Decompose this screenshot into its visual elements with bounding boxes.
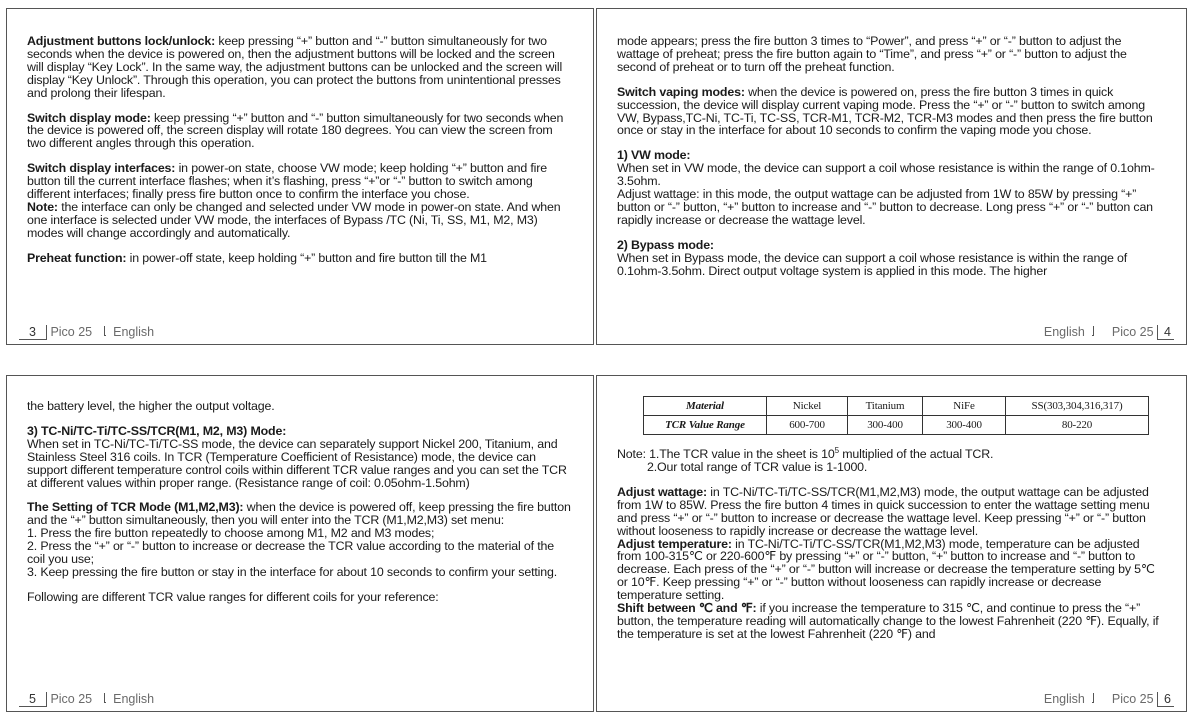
page-number: 6 bbox=[1157, 692, 1174, 707]
tcr-table bbox=[643, 396, 1149, 435]
footer-product: Pico 25 bbox=[1111, 325, 1154, 339]
footer-divider bbox=[104, 326, 106, 336]
text-vw-adjust: Adjust wattage: in this mode, the output wattage can be adjusted from 1W to 85W by pressing “+” button or “-” button, “+” button to increase and “-” button to decrease. Long press “+” or “-” button can rapidly increase or decrease the wattage level. bbox=[617, 187, 1153, 227]
table-header-cell: NiFe bbox=[923, 397, 1006, 416]
text-adjust-temperature: in TC-Ni/TC-Ti/TC-SS/TCR(M1,M2,M3) mode, temperature can be adjusted from 100-315℃ or 220-600℉ by pressing “+” or “-” button, “+” button to increase and “-” button to decrease. Each press of the “+” or “-” button will increase or decrease the temperature setting by 5℃ or 10℉. Keep pressing “+” or “-” button without looseness can rapidly increase or decrease temperature setting. bbox=[617, 536, 1155, 603]
page-content bbox=[617, 35, 1164, 278]
text-switch-vaping: when the device is powered on, press the fire button 3 times in quick succession, the device will display current vaping mode. Press the “+” or “-” button to switch among VW, Bypass,TC-Ni, TC-Ti, TC-SS, TCR-M1, TCR-M2, TCR-M3 modes and then press the fire button once or stay in the interface for about 10 seconds to confirm the vaping mode you chose. bbox=[617, 84, 1153, 138]
heading-note: Note: bbox=[27, 199, 58, 214]
table-cell: 300-400 bbox=[923, 416, 1006, 435]
note-line-1-end: multiplied of the actual TCR. bbox=[838, 447, 994, 462]
text-shift-units: if you increase the temperature to 315 ℃, and continue to press the “+” button, the temperature reading will automatically change to the lowest Fahrenheit (220 ℉). Equally, if the temperature is set at the lowest Fahrenheit (220 ℉) and bbox=[617, 601, 1159, 641]
paragraph-preheat bbox=[27, 252, 573, 265]
page-number: 3 bbox=[19, 325, 47, 340]
text-note: the interface can only be changed and selected under VW mode in power-on state. And when one interface is selected under VW mode, the interfaces of Bypass /TC (Ni, Ti, SS, M1, M2, M3) modes will change accordingly and automatically. bbox=[27, 199, 561, 240]
footer-product: Pico 25 bbox=[1111, 692, 1154, 706]
paragraph-switch-vaping bbox=[617, 86, 1164, 138]
table-cell: 300-400 bbox=[848, 416, 923, 435]
heading-switch-vaping: Switch vaping modes: bbox=[617, 84, 745, 99]
heading-adjustment-lock: Adjustment buttons lock/unlock: bbox=[27, 34, 216, 48]
text-adjust-wattage: in TC-Ni/TC-Ti/TC-SS/TCR(M1,M2,M3) mode, the output wattage can be adjusted from 1W to 85W. Press the fire button 4 times in quick succession to enter the wattage setting menu and press “+” or “-” button to increase or decrease the wattage level. Keep pressing “+” or “-” button without looseness to rapidly increase or decrease the wattage level. bbox=[617, 484, 1150, 538]
step-2: 2. Press the “+” or “-” button to increase or decrease the TCR value according to the material of the coil you use; bbox=[27, 539, 554, 567]
paragraph-tcr-setting bbox=[27, 501, 573, 527]
text-bypass: When set in Bypass mode, the device can support a coil whose resistance is within the range of 0.1ohm-3.5ohm. Direct output voltage system is applied in this mode. The higher bbox=[617, 250, 1128, 278]
table-header-cell: Nickel bbox=[767, 397, 848, 416]
paragraph-switch-interfaces bbox=[27, 162, 573, 201]
heading-switch-display: Switch display mode: bbox=[27, 110, 151, 125]
page-content bbox=[617, 396, 1164, 641]
paragraph-switch-display bbox=[27, 112, 573, 151]
paragraph-shift-units bbox=[617, 602, 1164, 641]
manual-page-5 bbox=[6, 375, 594, 712]
text-adjustment-lock: keep pressing “+” button and “-” button simultaneously for two seconds when the device is powered on, then the adjustment buttons will be locked and the screen will display “Key Lock”. In the same way, the adjustment buttons can be unlocked and the screen will display “Key Unlock”. Through this operation, you can protect the buttons from unintentional presses and prolong their lifespan. bbox=[27, 34, 563, 100]
text-preheat: in power-off state, keep holding “+” button and fire button till the M1 bbox=[126, 250, 487, 265]
paragraph-preheat-continued: mode appears; press the fire button 3 times to “Power”, and press “+” or “-” button to adjust the wattage of preheat; press the fire button again to “Time”, and press “+” or “-” button to adjust the second of preheat or to turn off the preheat function. bbox=[617, 34, 1127, 74]
manual-page-6 bbox=[596, 375, 1187, 712]
page-number: 4 bbox=[1157, 325, 1174, 340]
paragraph-adjust-temperature bbox=[617, 538, 1164, 603]
page-content bbox=[27, 400, 573, 616]
table-cell: 80-220 bbox=[1006, 416, 1149, 435]
vw-mode-title: 1) VW mode: bbox=[617, 148, 691, 163]
heading-preheat: Preheat function: bbox=[27, 250, 127, 265]
text-tcr-setting: when the device is powered off, keep pressing the fire button and the “+” button simultaneously, then you will enter into the TCR (M1,M2,M3) set menu: bbox=[27, 500, 571, 528]
text-tc-mode: When set in TC-Ni/TC-Ti/TC-SS mode, the device can separately support Nickel 200, Titanium, and Stainless Steel 316 coils. In TCR (Temperature Coefficient of Resistance) mode, the device can support different temperature control coils within different TCR value ranges and you can set the TCR at different values within proper range. (Resistance range of coil: 0.05ohm-1.5ohm) bbox=[27, 436, 567, 490]
note-line-2: 2.Our total range of TCR value is 1-1000. bbox=[647, 460, 868, 475]
manual-page-3 bbox=[6, 8, 594, 345]
paragraph-note bbox=[27, 201, 573, 240]
footer-product: Pico 25 bbox=[50, 692, 93, 706]
table-cell: TCR Value Range bbox=[644, 416, 767, 435]
footer-language: English bbox=[113, 325, 155, 339]
footer-product: Pico 25 bbox=[50, 325, 93, 339]
page-content bbox=[27, 35, 573, 277]
bypass-mode-title: 2) Bypass mode: bbox=[617, 237, 714, 252]
heading-tc-mode bbox=[27, 425, 573, 438]
table-header-cell: Material bbox=[644, 397, 767, 416]
note-line-1 bbox=[617, 445, 1164, 461]
table-header-cell: Titanium bbox=[848, 397, 923, 416]
footer-divider bbox=[1092, 693, 1094, 703]
footer-divider bbox=[104, 693, 106, 703]
table-header-cell: SS(303,304,316,317) bbox=[1006, 397, 1149, 416]
footer-language: English bbox=[1043, 692, 1085, 706]
footer-divider bbox=[1092, 326, 1094, 336]
page-footer bbox=[1044, 692, 1174, 707]
heading-switch-interfaces: Switch display interfaces: bbox=[27, 161, 176, 176]
note-line-1-text: Note: 1.The TCR value in the sheet is 10 bbox=[617, 447, 835, 462]
heading-tcr-setting: The Setting of TCR Mode (M1,M2,M3): bbox=[27, 500, 244, 515]
text-switch-display: keep pressing “+” button and “-” button simultaneously for two seconds when the device is powered off, the screen display will rotate 180 degrees. You can view the screen from two different angles through this operation. bbox=[27, 110, 564, 151]
step-1: 1. Press the fire button repeatedly to choose among M1, M2 and M3 modes; bbox=[27, 526, 435, 541]
page-footer bbox=[19, 325, 154, 340]
note-superscript: 5 bbox=[834, 446, 839, 455]
table-header-row bbox=[644, 397, 1149, 416]
text-following: Following are different TCR value ranges for different coils for your reference: bbox=[27, 589, 439, 604]
footer-language: English bbox=[113, 692, 155, 706]
paragraph-bypass-continued: the battery level, the higher the output voltage. bbox=[27, 399, 275, 413]
paragraph-adjust-wattage bbox=[617, 486, 1164, 538]
manual-page-4 bbox=[596, 8, 1187, 345]
table-row bbox=[644, 416, 1149, 435]
footer-language: English bbox=[1043, 325, 1085, 339]
page-number: 5 bbox=[19, 692, 47, 707]
table-cell: 600-700 bbox=[767, 416, 848, 435]
heading-adjust-wattage: Adjust wattage: bbox=[617, 484, 707, 499]
heading-adjust-temperature: Adjust temperature: bbox=[617, 536, 732, 551]
page-footer bbox=[19, 692, 154, 707]
heading-shift-units: Shift between ℃ and ℉: bbox=[617, 601, 757, 616]
step-3: 3. Keep pressing the fire button or stay in the interface for about 10 seconds to confirm your setting. bbox=[27, 564, 558, 579]
text-switch-interfaces: in power-on state, choose VW mode; keep holding “+” button and fire button till the current interface flashes; when it’s flashing, press “+”or “-” button to switch among different interfaces; finally press fire button once to confirm the interface you chose. bbox=[27, 161, 548, 202]
paragraph-adjustment-lock bbox=[27, 35, 573, 100]
text-vw-resistance: When set in VW mode, the device can support a coil whose resistance is within the range of 0.1ohm-3.5ohm. bbox=[617, 161, 1155, 189]
page-footer bbox=[1044, 325, 1174, 340]
heading-bypass-mode bbox=[617, 239, 1164, 252]
tc-mode-title: 3) TC-Ni/TC-Ti/TC-SS/TCR(M1, M2, M3) Mode: bbox=[27, 423, 287, 438]
